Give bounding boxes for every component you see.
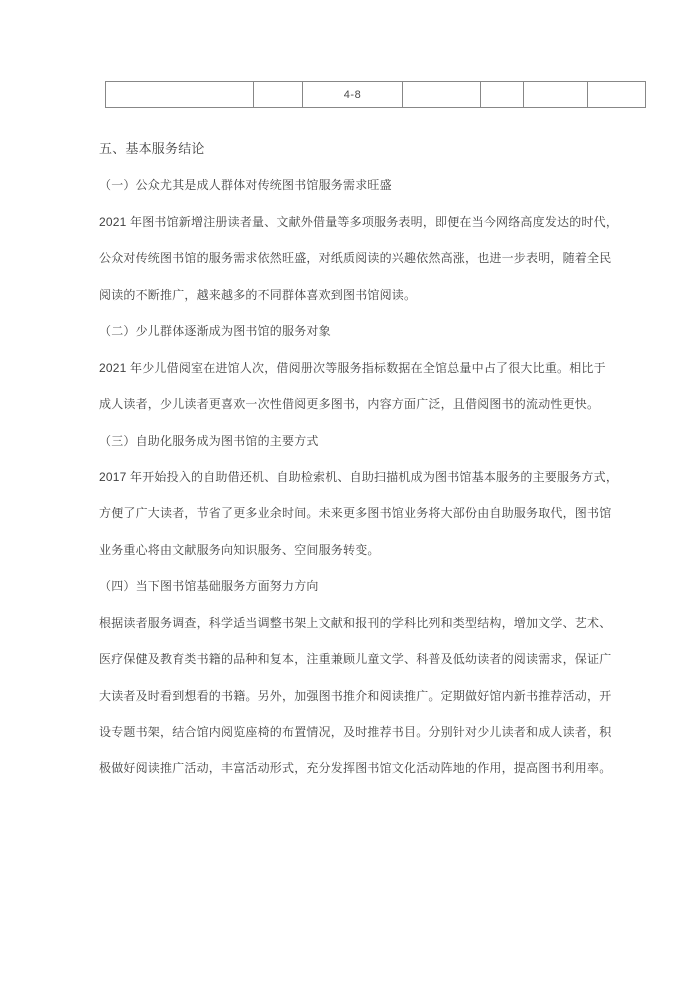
text-line: 大读者及时看到想看的书籍。另外，加强图书推介和阅读推广。定期做好馆内新书推荐活动，开 <box>99 688 612 703</box>
text-line: 2021 年少儿借阅室在进馆人次，借阅册次等服务指标数据在全馆总量中占了很大比重。相比于 <box>99 360 606 375</box>
text-line: 医疗保健及教育类书籍的品种和复本，注重兼顾儿童文学、科普及低幼读者的阅读需求，保证广 <box>99 652 612 667</box>
text-line: 极做好阅读推广活动，丰富活动形式，充分发挥图书馆文化活动阵地的作用，提高图书利用率。 <box>99 761 612 776</box>
section-2-heading: （二）少儿群体逐渐成为图书馆的服务对象 <box>99 324 331 339</box>
text-line: 2017 年开始投入的自助借还机、自助检索机、自助扫描机成为图书馆基本服务的主要服务方式， <box>99 469 619 484</box>
text-line: 设专题书架，结合馆内阅览座椅的布置情况，及时推荐书目。分别针对少儿读者和成人读者，积 <box>99 725 612 739</box>
section-3-heading: （三）自助化服务成为图书馆的主要方式 <box>99 433 319 448</box>
table-cell <box>403 82 481 108</box>
text-line: 成人读者，少儿读者更喜欢一次性借阅更多图书，内容方面广泛，且借阅图书的流动性更快。 <box>99 397 600 412</box>
section-4-heading: （四）当下图书馆基础服务方面努力方向 <box>99 579 319 594</box>
document-body <box>99 131 659 787</box>
table-cell-page-range: 4-8 <box>303 82 403 108</box>
text-line: 方便了广大读者，节省了更多业余时间。未来更多图书馆业务将大部份由自助服务取代，图书馆 <box>99 506 612 521</box>
table-cell <box>588 82 646 108</box>
table-cell <box>106 82 254 108</box>
text-line: 业务重心将由文献服务向知识服务、空间服务转变。 <box>99 542 380 557</box>
text-line: 根据读者服务调查，科学适当调整书架上文献和报刊的学科比列和类型结构，增加文学、艺术、 <box>99 615 612 630</box>
table-cell <box>481 82 524 108</box>
text-line: 2021 年图书馆新增注册读者量、文献外借量等多项服务表明，即便在当今网络高度发达的时代， <box>99 214 619 229</box>
section-1-heading: （一）公众尤其是成人群体对传统图书馆服务需求旺盛 <box>99 178 392 193</box>
table-fragment <box>105 81 646 108</box>
chapter-title: 五、基本服务结论 <box>99 141 205 156</box>
table-row <box>106 82 646 108</box>
text-line: 阅读的不断推广，越来越多的不同群体喜欢到图书馆阅读。 <box>99 287 417 302</box>
table-cell <box>254 82 303 108</box>
table-cell <box>524 82 588 108</box>
text-line: 公众对传统图书馆的服务需求依然旺盛，对纸质阅读的兴趣依然高涨，也进一步表明，随着全民 <box>99 251 612 266</box>
